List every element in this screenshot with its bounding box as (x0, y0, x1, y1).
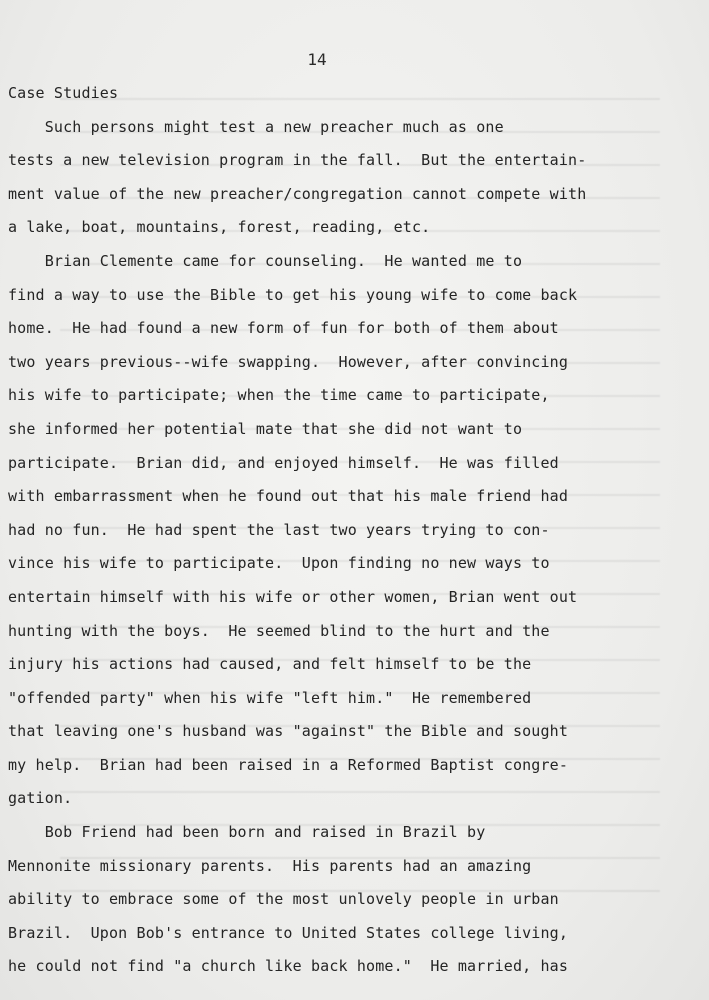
text-line: vince his wife to participate. Upon finding no new ways to (8, 554, 550, 573)
text-line: ability to embrace some of the most unlovely people in urban (8, 890, 559, 909)
text-line: Bob Friend had been born and raised in Brazil by (8, 823, 486, 842)
text-line: home. He had found a new form of fun for both of them about (8, 319, 559, 338)
text-line: injury his actions had caused, and felt himself to be the (8, 655, 532, 674)
body-text (8, 80, 648, 987)
page-number: 14 (307, 50, 327, 69)
text-line: a lake, boat, mountains, forest, reading, etc. (8, 218, 431, 237)
text-line: tests a new television program in the fall. But the entertain- (8, 151, 587, 170)
text-line: ment value of the new preacher/congregation cannot compete with (8, 184, 587, 203)
text-line: hunting with the boys. He seemed blind to the hurt and the (8, 621, 550, 640)
text-line: that leaving one's husband was "against" the Bible and sought (8, 722, 569, 741)
text-line: Brazil. Upon Bob's entrance to United States college living, (8, 923, 569, 942)
text-line: his wife to participate; when the time came to participate, (8, 386, 550, 405)
text-line: Mennonite missionary parents. His parents had an amazing (8, 856, 532, 875)
text-line: "offended party" when his wife "left him." He remembered (8, 688, 532, 707)
text-line: had no fun. He had spent the last two years trying to con- (8, 520, 550, 539)
text-line: two years previous--wife swapping. However, after convincing (8, 352, 569, 371)
text-line: he could not find "a church like back home." He married, has (8, 957, 569, 976)
text-line: Brian Clemente came for counseling. He wanted me to (8, 251, 523, 270)
text-line: find a way to use the Bible to get his young wife to come back (8, 285, 578, 304)
text-line: with embarrassment when he found out that his male friend had (8, 487, 569, 506)
text-line: entertain himself with his wife or other women, Brian went out (8, 587, 578, 606)
section-heading: Case Studies (8, 84, 119, 102)
text-line: she informed her potential mate that she did not want to (8, 419, 523, 438)
text-line: Such persons might test a new preacher much as one (8, 117, 504, 136)
text-line: gation. (8, 789, 73, 808)
text-line: my help. Brian had been raised in a Reformed Baptist congre- (8, 755, 569, 774)
text-line: participate. Brian did, and enjoyed himself. He was filled (8, 453, 559, 472)
